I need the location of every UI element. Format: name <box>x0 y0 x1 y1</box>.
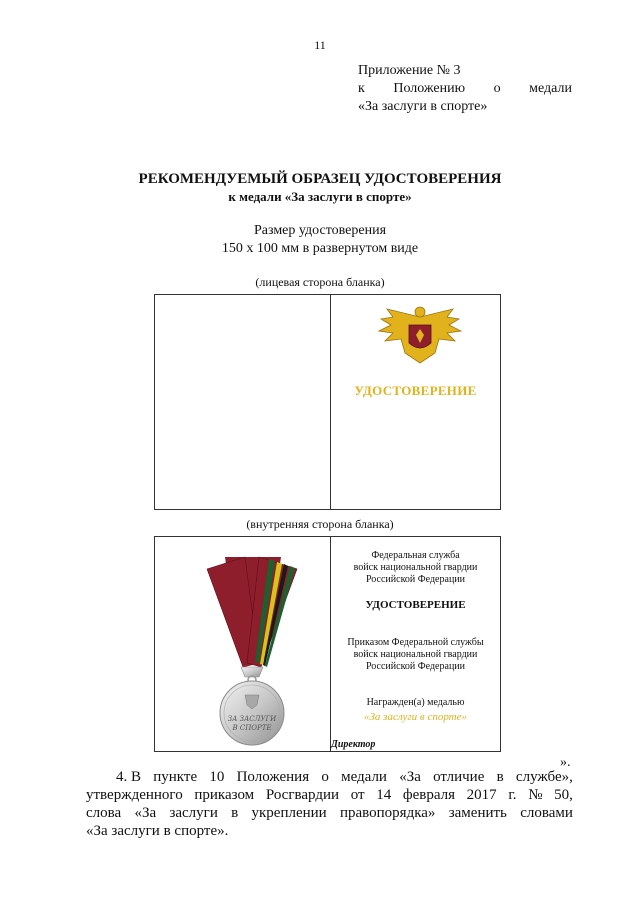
word: в <box>231 805 239 821</box>
appendix-word: медали <box>529 81 572 96</box>
order-line: Российской Федерации <box>365 661 465 672</box>
word: службе», <box>515 769 573 785</box>
word: февраля <box>402 787 455 803</box>
heading-line-2: к медали «За заслуги в спорте» <box>228 189 412 204</box>
page-number: 11 <box>314 38 326 52</box>
front-title: УДОСТОВЕРЕНИЕ <box>354 383 477 398</box>
size-line-1: Размер удостоверения <box>253 223 387 238</box>
word: отличие <box>433 769 485 785</box>
appendix-line-1: Приложение № 3 <box>358 63 461 78</box>
appendix-line-2 <box>358 80 572 98</box>
word: правопорядка» <box>339 805 436 821</box>
appendix-header <box>358 62 572 116</box>
fold-line <box>330 295 331 509</box>
word: № <box>528 787 543 803</box>
order-line: Приказом Федеральной службы <box>347 637 484 648</box>
paragraph-line-4: «За заслуги в спорте». <box>86 823 229 839</box>
word: заслуги <box>169 805 218 821</box>
word: медали <box>341 769 387 785</box>
front-side-caption: (лицевая сторона бланка) <box>255 275 385 289</box>
medal-text-line-2: В СПОРТЕ <box>232 724 272 732</box>
org-line: Федеральная служба <box>371 550 460 561</box>
front-side-blank <box>154 294 501 510</box>
org-line: войск национальной гвардии <box>353 562 478 573</box>
word: Росгвардии <box>265 787 340 803</box>
inner-side-blank <box>154 536 501 752</box>
size-line-2: 150 х 100 мм в развернутом виде <box>221 241 419 256</box>
word: 50, <box>554 787 573 803</box>
word: 10 <box>209 769 225 785</box>
inner-side-caption: (внутренняя сторона бланка) <box>246 517 394 531</box>
word: слова <box>86 805 122 821</box>
word: 14 <box>376 787 392 803</box>
inner-title: УДОСТОВЕРЕНИЕ <box>365 599 466 611</box>
word: о <box>321 769 329 785</box>
appendix-word: Положению <box>393 81 466 96</box>
word: в <box>496 769 504 785</box>
word: от <box>350 787 365 803</box>
word: заменить <box>448 805 507 821</box>
word: «За <box>134 805 157 821</box>
word: словами <box>520 805 573 821</box>
word: Положения <box>236 769 310 785</box>
word: утвержденного <box>86 787 183 803</box>
word: укреплении <box>251 805 327 821</box>
paragraph-line-2 <box>86 786 573 804</box>
paragraph-4 <box>86 768 573 840</box>
org-line: Российской Федерации <box>365 574 465 585</box>
appendix-word: о <box>493 81 501 96</box>
awarded-label: Награжден(а) медалью <box>366 697 465 708</box>
closing-quote: ». <box>560 755 571 770</box>
order-block <box>331 637 500 673</box>
paragraph-line-3 <box>86 804 573 822</box>
award-name: «За заслуги в спорте» <box>363 711 468 723</box>
document-heading <box>0 170 640 205</box>
medal-icon <box>189 549 315 749</box>
appendix-word: к <box>358 81 365 96</box>
word: 2017 <box>466 787 497 803</box>
word: приказом <box>194 787 255 803</box>
medal-text-line-1: ЗА ЗАСЛУГИ <box>227 715 277 723</box>
appendix-line-3: «За заслуги в спорте» <box>358 99 488 114</box>
director-signature-label: Директор <box>331 739 376 750</box>
word: пункте <box>153 769 198 785</box>
issuing-organization <box>331 550 500 586</box>
word: 4. В <box>116 769 142 785</box>
heading-line-1: РЕКОМЕНДУЕМЫЙ ОБРАЗЕЦ УДОСТОВЕРЕНИЯ <box>138 171 502 187</box>
word: «За <box>399 769 421 785</box>
rosgvardia-emblem-icon <box>375 303 465 373</box>
size-note <box>0 222 640 258</box>
paragraph-line-1 <box>86 768 573 786</box>
order-line: войск национальной гвардии <box>353 649 478 660</box>
word: г. <box>508 787 517 803</box>
